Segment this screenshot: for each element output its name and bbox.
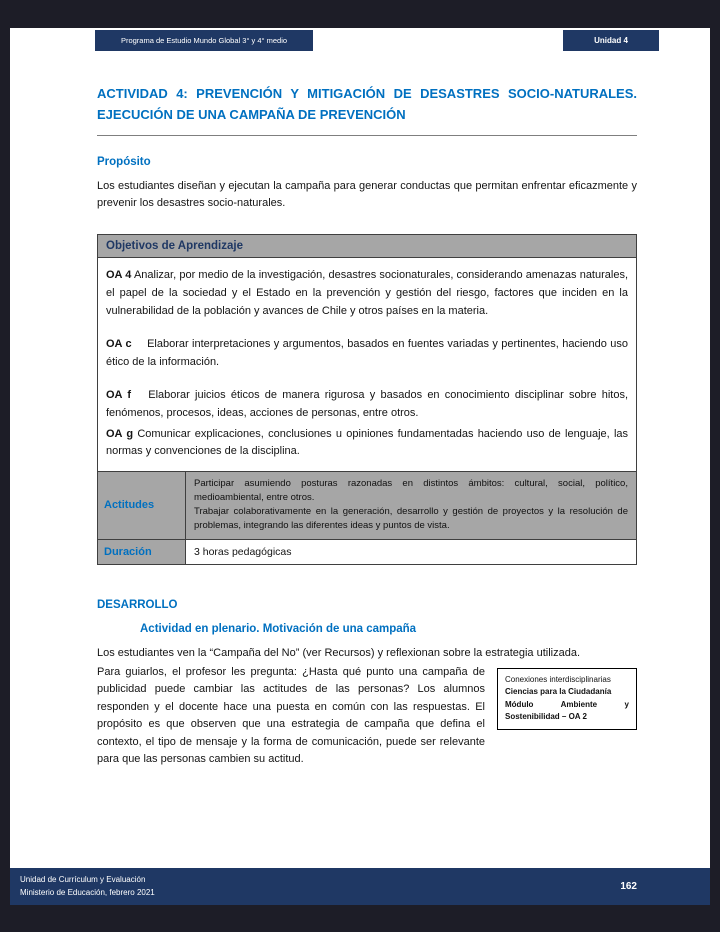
actitudes-item: Participar asumiendo posturas razonadas en distintos ámbitos: cultural, social, político, medioambiental, entre otros. [194, 477, 628, 503]
footer-line2: Ministerio de Educación, febrero 2021 [20, 887, 155, 897]
actitudes-label: Actitudes [98, 471, 186, 539]
proposito-heading: Propósito [97, 155, 151, 168]
actitudes-content [186, 471, 637, 539]
duracion-label: Duración [98, 539, 186, 564]
page-number: 162 [620, 881, 637, 892]
desarrollo-body: Para guiarlos, el profesor les pregunta: ¿Hasta qué punto una campaña de publicidad puede cambiar las actitudes de las personas? Los alumnos responden y el docente hace una puesta en común con las respuestas. El propósito es que observen que una estrategia de campaña que defina el contexto, el tipo de mensaje y la forma de comunicación, puede ser relevante para que las personas cambien su actitud. [97, 666, 485, 765]
sidebox-subject: Ciencias para la Ciudadanía [505, 687, 612, 697]
document-page [10, 28, 710, 905]
oa-item [106, 426, 628, 461]
page-content [97, 84, 637, 768]
oa-text: Elaborar juicios éticos de manera rigurosa y basados en conocimiento disciplinar sobre hitos, fenómenos, procesos, ideas, acciones de personas, entre otros. [106, 389, 629, 419]
oa-text: Comunicar explicaciones, conclusiones u opiniones fundamentadas haciendo uso de lenguaje, las normas y convenciones de la disciplina. [106, 427, 628, 458]
proposito-body: Los estudiantes diseñan y ejecutan la campaña para generar conductas que permitan enfrentar eficazmente y prevenir los desastres socio-naturales. [97, 179, 637, 209]
program-tab-label: Programa de Estudio Mundo Global 3° y 4° medio [120, 36, 288, 45]
footer-credits [20, 874, 155, 900]
sidebox-module: Módulo Ambiente y Sostenibilidad – OA 2 [505, 699, 629, 722]
page-footer [10, 868, 710, 905]
oa-item [106, 387, 628, 422]
oa-text: Elaborar interpretaciones y argumentos, basados en fuentes variadas y pertinentes, haciendo uso ético de la información. [106, 338, 629, 368]
interdisciplinary-connections-box [497, 668, 637, 730]
actitudes-item: Trabajar colaborativamente en la generación, desarrollo y gestión de proyectos y la resolución de problemas, integrando las diferentes ideas y puntos de vista. [194, 506, 628, 532]
oa-code: OA c [106, 338, 132, 351]
plenario-subheading: Actividad en plenario. Motivación de una campaña [140, 622, 417, 635]
oa-item [106, 336, 628, 371]
program-tab [95, 30, 313, 51]
unit-tab-label: Unidad 4 [594, 36, 628, 45]
objectives-table [97, 234, 637, 564]
desarrollo-intro: Los estudiantes ven la “Campaña del No” (ver Recursos) y reflexionan sobre la estrategia utilizada. [97, 646, 581, 659]
desarrollo-heading: DESARROLLO [97, 598, 178, 611]
oa-code: OA f [106, 389, 131, 402]
oa-list-cell [98, 258, 637, 471]
oa-code: OA 4 [106, 269, 132, 282]
oa-item [106, 267, 628, 320]
activity-title: ACTIVIDAD 4: PREVENCIÓN Y MITIGACIÓN DE DESASTRES SOCIO-NATURALES. EJECUCIÓN DE UNA CAMPAÑA DE PREVENCIÓN [97, 84, 637, 136]
unit-tab [563, 30, 659, 51]
footer-line1: Unidad de Currículum y Evaluación [20, 874, 146, 884]
sidebox-title: Conexiones interdisciplinarias [505, 675, 611, 685]
duracion-value: 3 horas pedagógicas [186, 539, 637, 564]
oa-text: Analizar, por medio de la investigación, desastres socionaturales, considerando amenazas naturales, el papel de la sociedad y el Estado en la prevención y gestión del riesgo, factores que inciden en la vulnerabilidad de la población y avances de Chile y otros países en la materia. [106, 269, 629, 317]
oa-code: OA g [106, 427, 134, 440]
desarrollo-wrap [97, 664, 637, 768]
objectives-table-header: Objetivos de Aprendizaje [98, 235, 637, 258]
